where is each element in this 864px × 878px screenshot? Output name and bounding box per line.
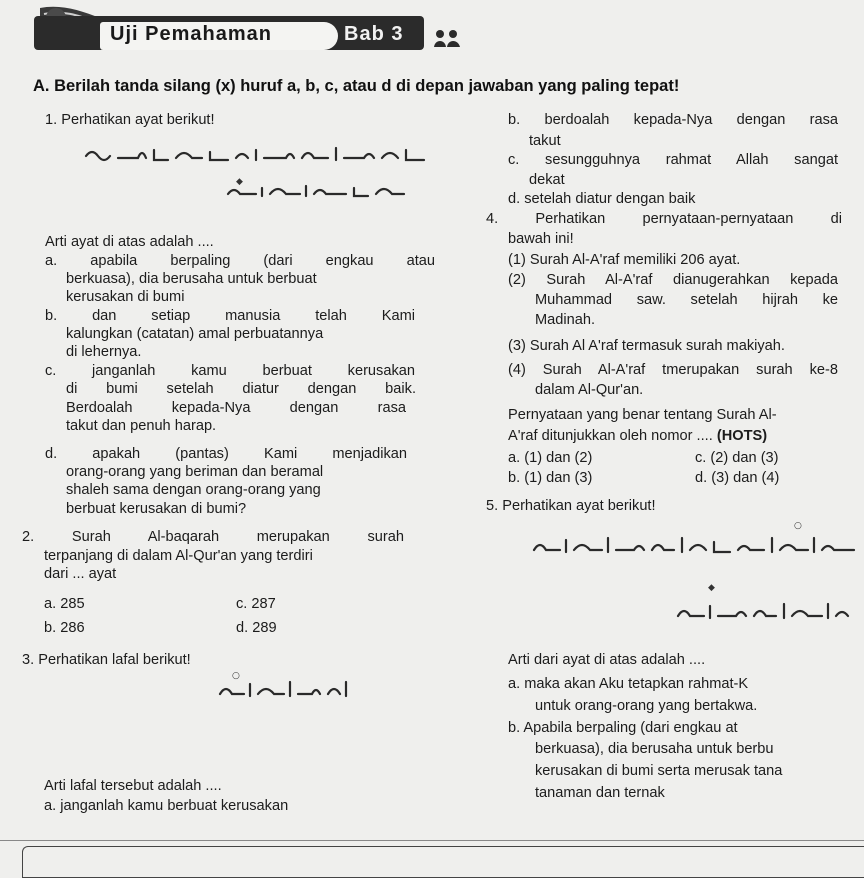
arabic-verse-q1 [78, 136, 438, 216]
q1-b-line1: b. dan setiap manusia telah Kami [45, 308, 415, 324]
q1-c-line3: Berdoalah kepada-Nya dengan rasa [66, 400, 406, 416]
q5-option-b-line4: tanaman dan ternak [535, 785, 665, 801]
q4-option-c[interactable]: c. (2) dan (3) [695, 450, 779, 466]
q1-d-line3: shaleh sama dengan orang-orang yang [66, 482, 321, 498]
q4-statement-2c: Madinah. [535, 312, 596, 328]
footer-divider [0, 840, 864, 841]
q1-a-line3: kerusakan di bumi [66, 289, 185, 305]
q4-prompt-text: A'raf ditunjukkan oleh nomor .... [508, 428, 717, 444]
q4-option-a[interactable]: a. (1) dan (2) [508, 450, 593, 466]
q1-option-d-cont[interactable]: d. setelah diatur dengan baik [508, 191, 696, 207]
q5-option-b-line1[interactable]: b. Apabila berpaling (dari engkau at [508, 720, 738, 736]
q3-prompt: Arti lafal tersebut adalah .... [44, 778, 222, 794]
q1cont-c-line2: dekat [529, 172, 565, 188]
q1-a-line1: a. apabila berpaling (dari engkau atau [45, 253, 435, 269]
q4-statement-2b: Muhammad saw. setelah hijrah ke [535, 292, 838, 308]
q1cont-c-line1: c. sesungguhnya rahmat Allah sangat [508, 152, 838, 168]
q1-option-b[interactable] [45, 308, 415, 324]
q1-option-b-cont[interactable] [508, 112, 838, 128]
q3-intro: 3. Perhatikan lafal berikut! [22, 652, 191, 668]
banner-title: Uji Pemahaman [110, 23, 272, 45]
q2-option-d[interactable]: d. 289 [236, 620, 277, 636]
q4-option-d[interactable]: d. (3) dan (4) [695, 470, 780, 486]
q1-option-d[interactable] [45, 446, 407, 462]
q4-statement-2a: (2) Surah Al-A'raf dianugerahkan kepada [508, 272, 838, 288]
q2-option-c[interactable]: c. 287 [236, 596, 276, 612]
q1-c-line4: takut dan penuh harap. [66, 418, 217, 434]
q1-d-line4: berbuat kerusakan di bumi? [66, 501, 247, 517]
q1-intro: 1. Perhatikan ayat berikut! [45, 112, 215, 128]
q4-option-b[interactable]: b. (1) dan (3) [508, 470, 593, 486]
q1-d-line1: d. apakah (pantas) Kami menjadikan [45, 446, 407, 462]
svg-text:◆: ◆ [236, 177, 243, 187]
q4-line2: bawah ini! [508, 231, 574, 247]
q1cont-b-line2: takut [529, 133, 561, 149]
q4-line1-wrap [486, 211, 842, 227]
q1-prompt: Arti ayat di atas adalah .... [45, 234, 214, 250]
q1-option-c[interactable] [45, 363, 415, 379]
q5-option-a-line1[interactable]: a. maka akan Aku tetapkan rahmat-K [508, 676, 749, 692]
banner-chapter: Bab 3 [344, 23, 404, 45]
q4-prompt-line2 [508, 428, 767, 444]
q1-d-line2: orang-orang yang beriman dan beramal [66, 464, 324, 480]
q4-prompt-line1: Pernyataan yang benar tentang Surah Al- [508, 407, 777, 423]
svg-text:◆: ◆ [708, 583, 715, 593]
q2-option-b[interactable]: b. 286 [44, 620, 85, 636]
arabic-verse-q5 [528, 520, 864, 630]
arabic-lafal-q3 [212, 664, 362, 710]
q4-statement-4a-wrap [508, 362, 838, 378]
q4-line1: 4. Perhatikan pernyataan-pernyataan di [486, 211, 842, 227]
q5-prompt: Arti dari ayat di atas adalah .... [508, 652, 706, 668]
q1-option-a[interactable] [45, 253, 435, 269]
footer-box [22, 846, 864, 878]
q1-c-line3-wrap [66, 400, 406, 416]
section-instruction: A. Berilah tanda silang (x) huruf a, b, c, atau d di depan jawaban yang paling tepat! [33, 77, 680, 95]
q1cont-b-line1: b. berdoalah kepada-Nya dengan rasa [508, 112, 838, 128]
q2-line3: dari ... ayat [44, 566, 117, 582]
q2-option-a[interactable]: a. 285 [44, 596, 85, 612]
q5-intro: 5. Perhatikan ayat berikut! [486, 498, 656, 514]
q4-statement-3: (3) Surah Al A'raf termasuk surah makiyah. [508, 338, 785, 354]
q4-statement-2b-wrap [535, 292, 838, 308]
q2-line1: 2. Surah Al-baqarah merupakan surah [22, 529, 404, 545]
q1-c-line2: di bumi setelah diatur dengan baik. [66, 381, 416, 397]
q5-option-b-line2: berkuasa), dia berusaha untuk berbu [535, 741, 774, 757]
reading-people-icon [432, 28, 462, 48]
hots-badge: (HOTS) [716, 428, 768, 444]
q4-statement-2a-wrap [508, 272, 838, 288]
svg-text:○: ○ [794, 521, 802, 531]
q2-line2: terpanjang di dalam Al-Qur'an yang terdiri [44, 548, 313, 564]
q2-line1-wrap [22, 529, 404, 545]
q4-statement-4a: (4) Surah Al-A'raf tmerupakan surah ke-8 [508, 362, 838, 378]
q4-statement-1: (1) Surah Al-A'raf memiliki 206 ayat. [508, 252, 741, 268]
q5-option-b-line3: kerusakan di bumi serta merusak tana [535, 763, 783, 779]
q1-a-line2: berkuasa), dia berusaha untuk berbuat [66, 271, 317, 287]
q5-option-a-line2: untuk orang-orang yang bertakwa. [535, 698, 758, 714]
q1-c-line1: c. janganlah kamu berbuat kerusakan [45, 363, 415, 379]
q3-option-a[interactable]: a. janganlah kamu berbuat kerusakan [44, 798, 289, 814]
q1-b-line2: kalungkan (catatan) amal perbuatannya [66, 326, 324, 342]
q1-c-line2-wrap [66, 381, 416, 397]
q1-b-line3: di lehernya. [66, 344, 142, 360]
q4-statement-4b: dalam Al-Qur'an. [535, 382, 644, 398]
q1-option-c-cont[interactable] [508, 152, 838, 168]
svg-text:○: ○ [232, 671, 240, 681]
